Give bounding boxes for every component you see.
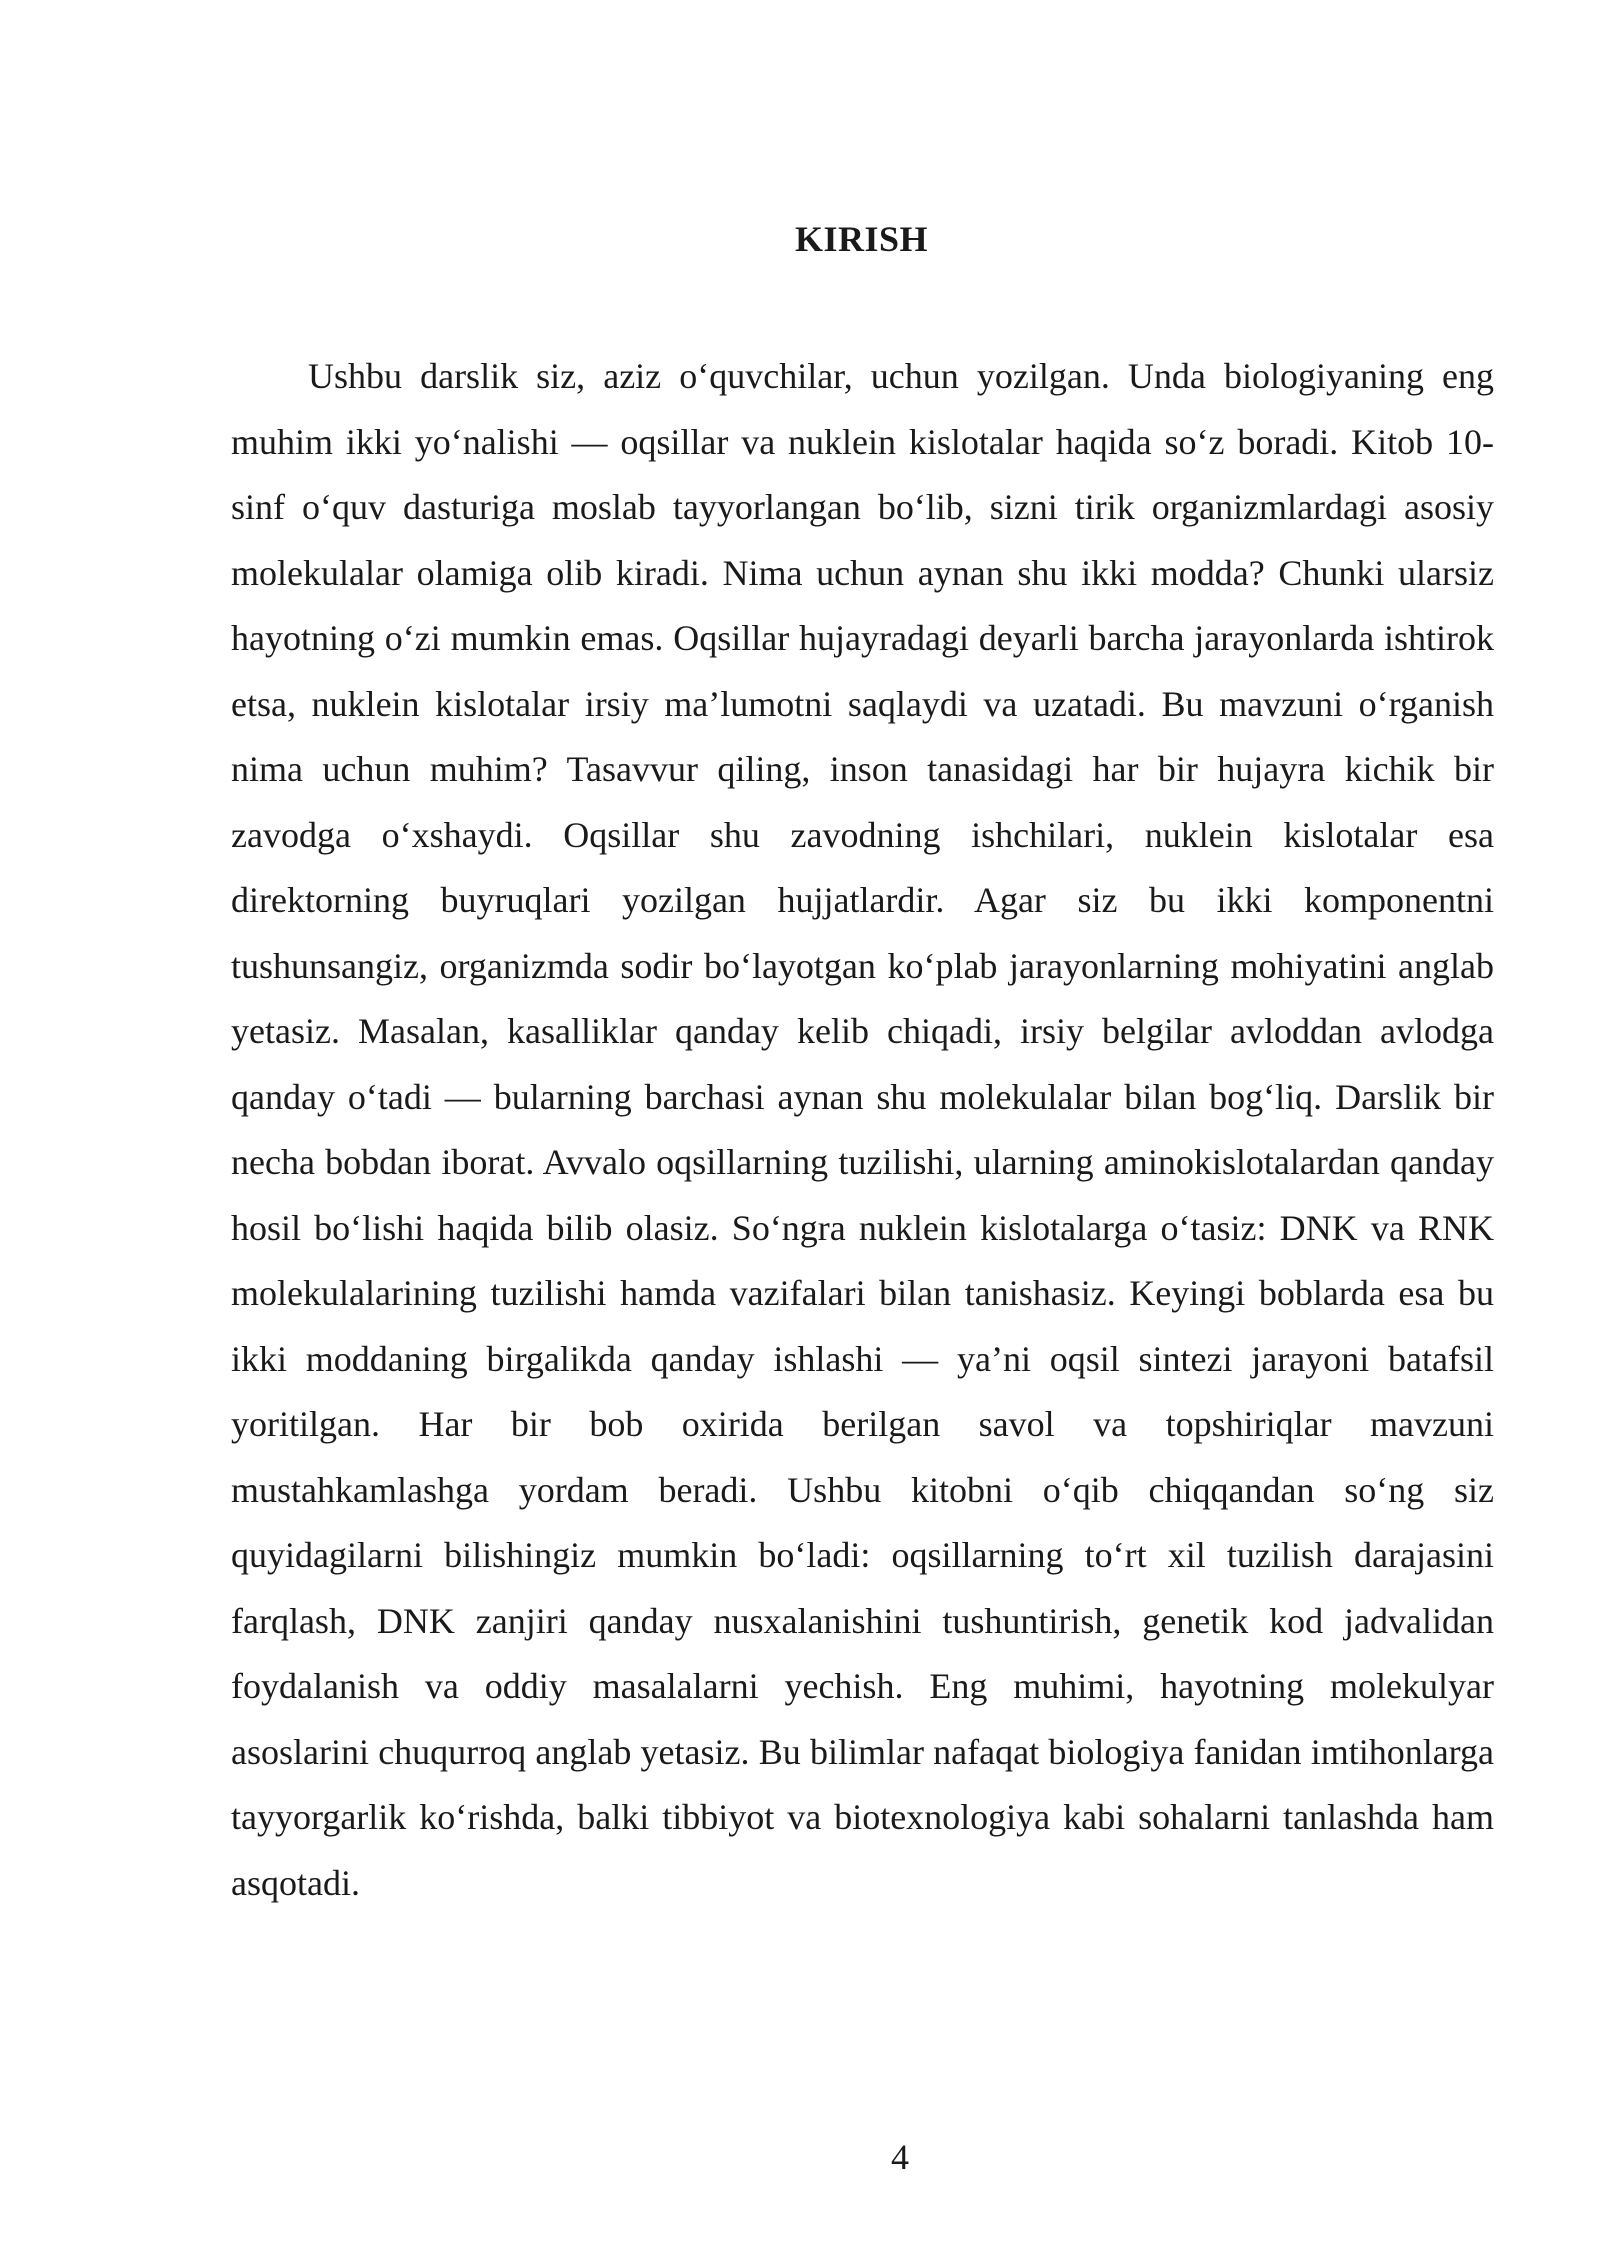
page-number: 4: [891, 2137, 909, 2177]
body-paragraph: Ushbu darslik siz, aziz o‘quvchilar, uchun yozilgan. Unda biologiyaning eng muhim ikki yo‘nalishi — oqsillar va nuklein kislotalar haqida so‘z boradi. Kitob 10-sinf o‘quv dasturiga moslab tayyorlangan bo‘lib, sizni tirik organizmlardagi asosiy molekulalar olamiga olib kiradi. Nima uchun aynan shu ikki modda? Chunki ularsiz hayotning o‘zi mumkin emas. Oqsillar hujayradagi deyarli barcha jarayonlarda ishtirok etsa, nuklein kislotalar irsiy ma’lumotni saqlaydi va uzatadi. Bu mavzuni o‘rganish nima uchun muhim? Tasavvur qiling, inson tanasidagi har bir hujayra kichik bir zavodga o‘xshaydi. Oqsillar shu zavodning ishchilari, nuklein kislotalar esa direktorning buyruqlari yozilgan hujjatlardir. Agar siz bu ikki komponentni tushunsangiz, organizmda sodir bo‘layotgan ko‘plab jarayonlarning mohiyatini anglab yetasiz. Masalan, kasalliklar qanday kelib chiqadi, irsiy belgilar avloddan avlodga qanday o‘tadi — bularning barchasi aynan shu molekulalar bilan bog‘liq. Darslik bir necha bobdan iborat. Avvalo oqsillarning tuzilishi, ularning aminokislotalardan qanday hosil bo‘lishi haqida bilib olasiz. So‘ngra nuklein kislotalarga o‘tasiz: DNK va RNK molekulalarining tuzilishi hamda vazifalari bilan tanishasiz. Keyingi boblarda esa bu ikki moddaning birgalikda qanday ishlashi — ya’ni oqsil sintezi jarayoni batafsil yoritilgan. Har bir bob oxirida berilgan savol va topshiriqlar mavzuni mustahkamlashga yordam beradi. Ushbu kitobni o‘qib chiqqandan so‘ng siz quyidagilarni bilishingiz mumkin bo‘ladi: oqsillarning to‘rt xil tuzilish darajasini farqlash, DNK zanjiri qanday nusxalanishini tushuntirish, genetik kod jadvalidan foydalanish va oddiy masalalarni yechish. Eng muhimi, hayotning molekulyar asoslarini chuqurroq anglab yetasiz. Bu bilimlar nafaqat biologiya fanidan imtihonlarga tayyorgarlik ko‘rishda, balki tibbiyot va biotexnologiya kabi sohalarni tanlashda ham asqotadi.: [231, 356, 1494, 1903]
page-title: KIRISH: [794, 219, 929, 259]
